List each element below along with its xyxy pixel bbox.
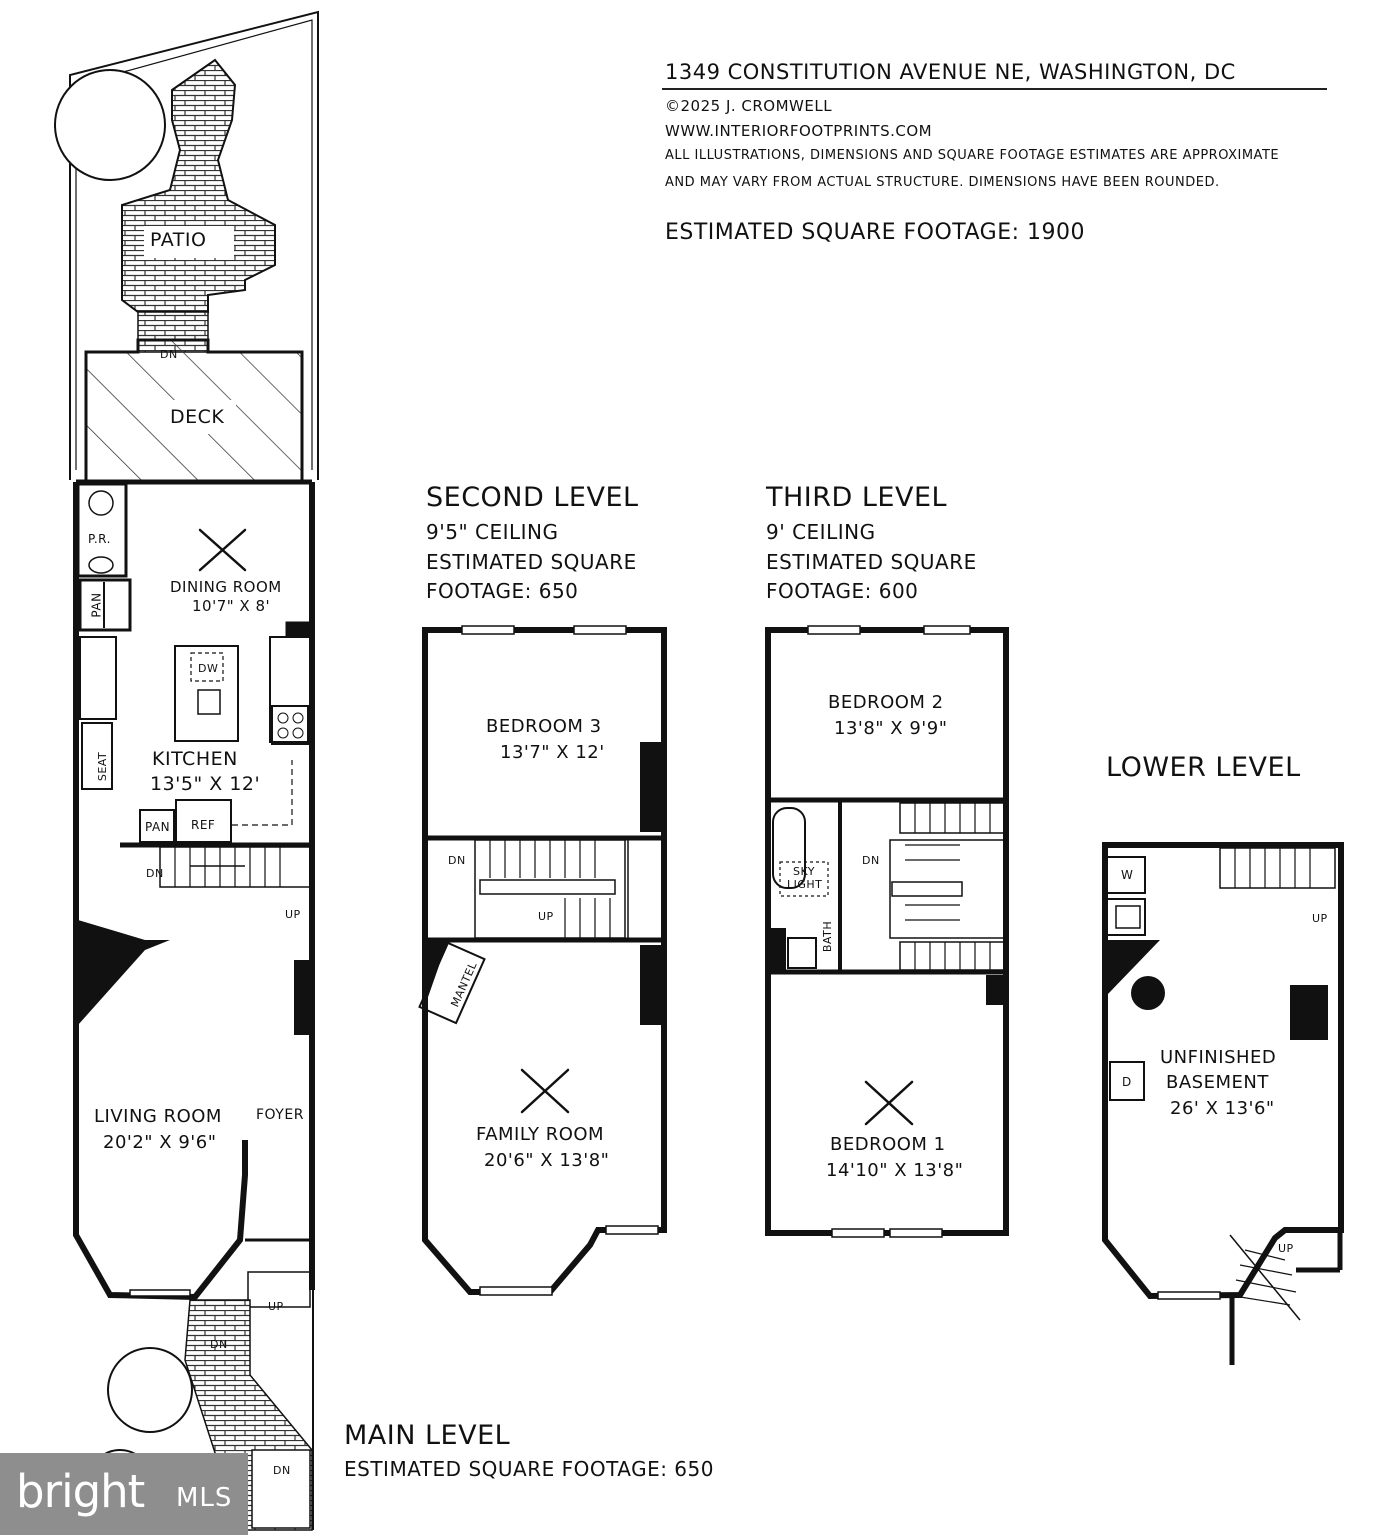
- third-stair-down-label: DN: [862, 854, 880, 867]
- second-level-title: SECOND LEVEL: [426, 482, 639, 513]
- total-square-footage: ESTIMATED SQUARE FOOTAGE: 1900: [665, 220, 1086, 245]
- main-stair-down-label: DN: [146, 867, 164, 880]
- basement-stair-up-label: UP: [1278, 1242, 1294, 1255]
- bedroom-2-name: BEDROOM 2: [828, 692, 944, 713]
- third-level-title: THIRD LEVEL: [766, 482, 948, 513]
- kitchen-dimensions: 13'5" X 12': [150, 773, 261, 795]
- second-level-sqft-line1: ESTIMATED SQUARE: [426, 550, 637, 574]
- living-room-dimensions: 20'2" X 9'6": [103, 1132, 217, 1153]
- seat-label: SEAT: [96, 751, 110, 782]
- basement-name-line1: UNFINISHED: [1160, 1047, 1277, 1068]
- bedroom-1-name: BEDROOM 1: [830, 1134, 946, 1155]
- skylight-label-light: LIGHT: [787, 878, 823, 891]
- pantry-label-vertical: PAN: [89, 592, 104, 618]
- family-room-dimensions: 20'6" X 13'8": [484, 1150, 610, 1171]
- second-level-sqft-line2: FOOTAGE: 650: [426, 579, 579, 603]
- second-stair-down-label: DN: [448, 854, 466, 867]
- third-level-ceiling: 9' CEILING: [766, 520, 876, 544]
- website-text: WWW.INTERIORFOOTPRINTS.COM: [665, 122, 933, 140]
- third-level-sqft-line2: FOOTAGE: 600: [766, 579, 919, 603]
- second-level-ceiling: 9'5" CEILING: [426, 520, 559, 544]
- bright-mls-logo: [0, 1453, 248, 1535]
- bedroom-3-name: BEDROOM 3: [486, 716, 602, 737]
- third-level-sqft-line1: ESTIMATED SQUARE: [766, 550, 977, 574]
- washer-label: W: [1121, 868, 1134, 882]
- family-room-name: FAMILY ROOM: [476, 1124, 605, 1145]
- dishwasher-label: DW: [198, 662, 219, 675]
- logo-mls-text: MLS: [176, 1483, 233, 1513]
- lower-stair-up-label: UP: [1312, 912, 1328, 925]
- logo-wordmark: bright: [16, 1465, 145, 1518]
- disclaimer-line-2: AND MAY VARY FROM ACTUAL STRUCTURE. DIMENSIONS HAVE BEEN ROUNDED.: [665, 175, 1220, 190]
- basement-name-line2: BASEMENT: [1166, 1072, 1269, 1093]
- foyer-label: FOYER: [256, 1107, 304, 1123]
- lower-level-title: LOWER LEVEL: [1106, 752, 1301, 783]
- main-level-sqft: ESTIMATED SQUARE FOOTAGE: 650: [344, 1457, 714, 1481]
- mantel-label: MANTEL: [448, 959, 480, 1010]
- patio-label: PATIO: [150, 229, 207, 251]
- skylight-label-sky: SKY: [793, 865, 816, 878]
- header-divider: [662, 88, 1327, 90]
- dining-room-name: DINING ROOM: [170, 578, 282, 596]
- dryer-label: D: [1122, 1075, 1132, 1089]
- powder-room-label: P.R.: [88, 532, 111, 546]
- foyer-stair-up-label: UP: [268, 1300, 284, 1313]
- deck-label: DECK: [170, 406, 225, 428]
- walk-stair-down-label: DN: [273, 1464, 291, 1477]
- main-stair-up-label: UP: [285, 908, 301, 921]
- living-room-name: LIVING ROOM: [94, 1106, 222, 1127]
- main-level-title: MAIN LEVEL: [344, 1420, 511, 1451]
- deck-stair-down-label: DN: [160, 348, 178, 361]
- pantry-label: PAN: [145, 820, 171, 834]
- front-stair-down-label: DN: [210, 1338, 228, 1351]
- bedroom-2-dimensions: 13'8" X 9'9": [834, 718, 948, 739]
- property-address: 1349 CONSTITUTION AVENUE NE, WASHINGTON, DC: [665, 60, 1236, 84]
- bedroom-1-dimensions: 14'10" X 13'8": [826, 1160, 964, 1181]
- bedroom-3-dimensions: 13'7" X 12': [500, 742, 605, 763]
- disclaimer-line-1: ALL ILLUSTRATIONS, DIMENSIONS AND SQUARE FOOTAGE ESTIMATES ARE APPROXIMATE: [665, 148, 1280, 163]
- dining-room-dimensions: 10'7" X 8': [192, 597, 271, 615]
- basement-dimensions: 26' X 13'6": [1170, 1098, 1275, 1119]
- copyright-notice: ©2025 J. CROMWELL: [665, 97, 833, 115]
- refrigerator-label: REF: [191, 818, 216, 832]
- kitchen-name: KITCHEN: [152, 748, 238, 770]
- bath-label: BATH: [821, 920, 835, 953]
- second-stair-up-label: UP: [538, 910, 554, 923]
